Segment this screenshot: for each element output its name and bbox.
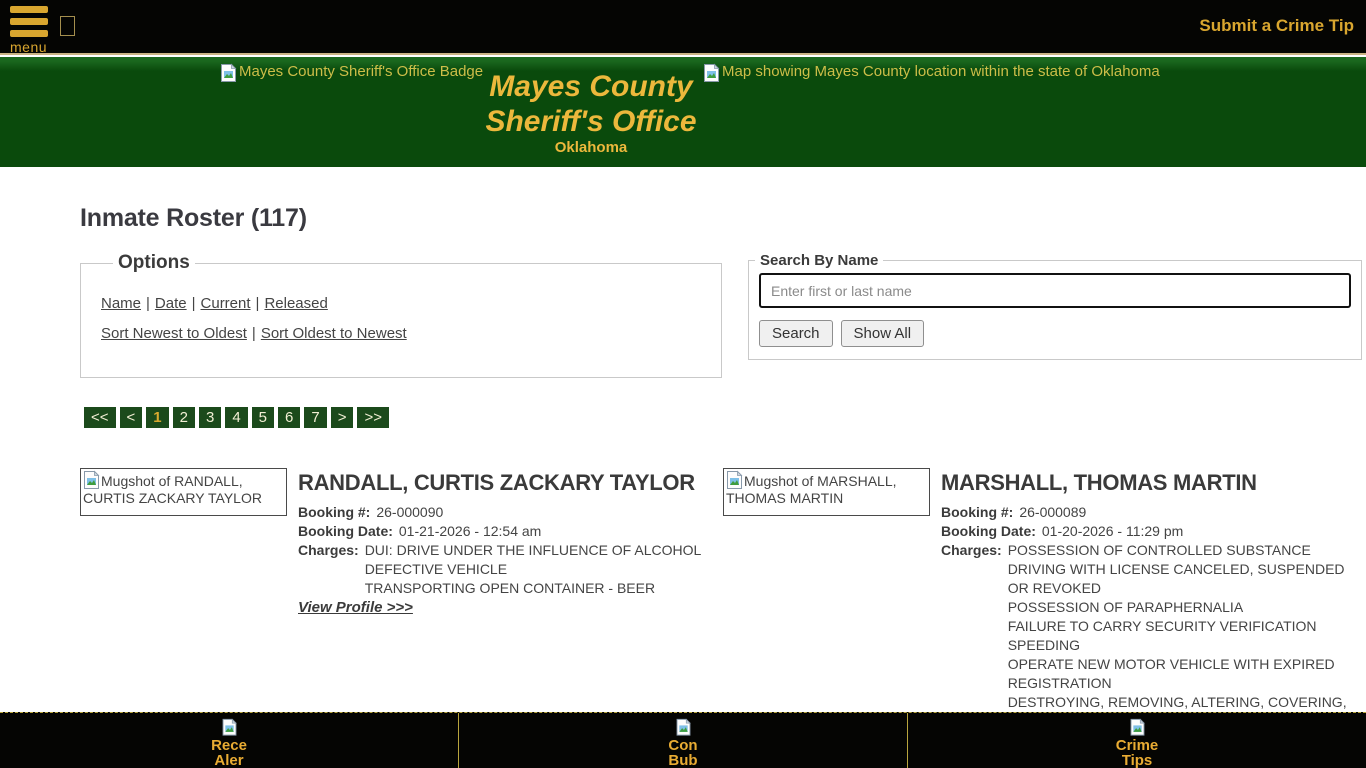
pagination-page-4[interactable]: 4 [225, 407, 247, 428]
broken-image-icon [703, 63, 720, 83]
search-buttons-row [759, 320, 1351, 347]
charge-item: OPERATE NEW MOTOR VEHICLE WITH EXPIRED REGISTRATION [1007, 656, 1335, 691]
broken-image-icon [83, 470, 100, 490]
pagination-prev[interactable]: < [120, 407, 143, 428]
footer-link-text: Rece [211, 736, 247, 753]
submit-crime-tip-link[interactable]: Submit a Crime Tip [1199, 16, 1354, 35]
options-panel [80, 252, 722, 378]
footer-crime-tips-link[interactable] [907, 713, 1366, 768]
charge-item: DEFECTIVE VEHICLE [364, 561, 508, 577]
filter-link-current[interactable]: Current [200, 295, 251, 312]
hamburger-icon [10, 6, 54, 37]
show-all-button[interactable]: Show All [841, 320, 925, 347]
charge-item: DRIVING WITH LICENSE CANCELED, SUSPENDED OR REVOKED [1007, 561, 1345, 596]
filter-links-row: Name | Date | Current | Released [101, 295, 328, 312]
booking-number-value: 26-000089 [1019, 504, 1087, 520]
booking-number-value: 26-000090 [376, 504, 444, 520]
broken-image-placeholder-icon [60, 16, 75, 36]
mugshot-image [80, 468, 287, 516]
booking-number-label: Booking #: [941, 504, 1014, 520]
booking-date-row [941, 522, 1366, 541]
charge-item: POSSESSION OF CONTROLLED SUBSTANCE [1007, 542, 1311, 558]
sort-links-row: Sort Newest to Oldest | Sort Oldest to Newest [101, 325, 407, 342]
pagination-page-1[interactable]: 1 [146, 407, 168, 428]
sort-link-newest-to-oldest[interactable]: Sort Newest to Oldest [101, 325, 247, 342]
booking-number-row [941, 503, 1366, 522]
menu-label: menu [10, 39, 48, 55]
footer-link-text: Con [668, 736, 698, 753]
broken-image-icon [221, 718, 238, 737]
booking-date-label: Booking Date: [298, 523, 393, 539]
broken-image-icon [726, 470, 743, 490]
booking-date-value: 01-21-2026 - 12:54 am [398, 523, 542, 539]
options-legend: Options [118, 252, 190, 273]
booking-date-row [298, 522, 723, 541]
charges-list [1008, 541, 1366, 712]
filter-link-released[interactable]: Released [264, 295, 328, 312]
charges-label: Charges: [941, 542, 1002, 558]
mugshot-image [723, 468, 930, 516]
footer-receive-alerts-link[interactable] [0, 713, 458, 768]
inmate-card [723, 468, 1366, 712]
site-title-line2: Sheriff's Office [485, 105, 697, 138]
charge-item: DUI: DRIVE UNDER THE INFLUENCE OF ALCOHOL [364, 542, 702, 558]
footer-bar [0, 712, 1366, 768]
inmate-details [298, 470, 723, 617]
page-title: Inmate Roster (117) [80, 204, 307, 232]
booking-number-row [298, 503, 723, 522]
footer-link-text: Aler [214, 752, 244, 768]
footer-link-text: Crime [1115, 736, 1159, 753]
booking-date-label: Booking Date: [941, 523, 1036, 539]
view-profile-link[interactable]: View Profile >>> [298, 599, 413, 616]
pagination-first[interactable]: << [84, 407, 116, 428]
county-map-image [703, 63, 1160, 83]
top-bar [0, 0, 1366, 55]
filter-link-name[interactable]: Name [101, 295, 142, 312]
search-input[interactable] [759, 273, 1351, 308]
booking-number-label: Booking #: [298, 504, 371, 520]
map-alt-text: Map showing Mayes County location within the state of Oklahoma [722, 63, 1160, 80]
inmate-name: RANDALL, CURTIS ZACKARY TAYLOR [298, 470, 695, 495]
pagination-page-2[interactable]: 2 [173, 407, 195, 428]
charges-row [298, 541, 723, 598]
charges-label: Charges: [298, 542, 359, 558]
broken-image-icon [675, 718, 692, 737]
charge-item: SPEEDING [1007, 637, 1081, 653]
pagination-page-7[interactable]: 7 [304, 407, 326, 428]
site-title-line1: Mayes County [489, 70, 693, 103]
sort-link-oldest-to-newest[interactable]: Sort Oldest to Newest [260, 325, 407, 342]
pagination-next[interactable]: > [331, 407, 354, 428]
footer-link-text: Tips [1121, 752, 1153, 768]
charges-row [941, 541, 1366, 712]
search-panel [748, 252, 1362, 360]
inmate-card [80, 468, 723, 617]
inmate-details [941, 470, 1366, 712]
pagination-page-3[interactable]: 3 [199, 407, 221, 428]
badge-alt-text: Mayes County Sheriff's Office Badge [239, 63, 484, 80]
site-subtitle: Oklahoma [554, 139, 628, 156]
header-band [0, 57, 1366, 167]
broken-image-icon [1129, 718, 1146, 737]
pagination-page-5[interactable]: 5 [252, 407, 274, 428]
footer-link-text: Bub [668, 752, 698, 768]
footer-middle-link[interactable] [458, 713, 907, 768]
search-button[interactable]: Search [759, 320, 833, 347]
search-legend: Search By Name [760, 252, 879, 269]
site-title [441, 69, 741, 156]
charge-item: TRANSPORTING OPEN CONTAINER - BEER [364, 580, 656, 596]
pagination-last[interactable]: >> [357, 407, 389, 428]
menu-button[interactable] [10, 6, 54, 55]
charge-item: DESTROYING, REMOVING, ALTERING, COVERING, [1007, 694, 1347, 710]
broken-image-icon [220, 63, 237, 83]
charge-item: POSSESSION OF PARAPHERNALIA [1007, 599, 1244, 615]
pagination-page-6[interactable]: 6 [278, 407, 300, 428]
charge-item: FAILURE TO CARRY SECURITY VERIFICATION [1007, 618, 1317, 634]
filter-link-date[interactable]: Date [154, 295, 187, 312]
inmate-name: MARSHALL, THOMAS MARTIN [941, 470, 1257, 495]
mugshot-alt-text: Mugshot of MARSHALL, THOMAS MARTIN [726, 473, 897, 506]
booking-date-value: 01-20-2026 - 11:29 pm [1041, 523, 1184, 539]
mugshot-alt-text: Mugshot of RANDALL, CURTIS ZACKARY TAYLOR [83, 473, 262, 506]
charges-list [365, 541, 723, 598]
pagination [84, 407, 389, 428]
